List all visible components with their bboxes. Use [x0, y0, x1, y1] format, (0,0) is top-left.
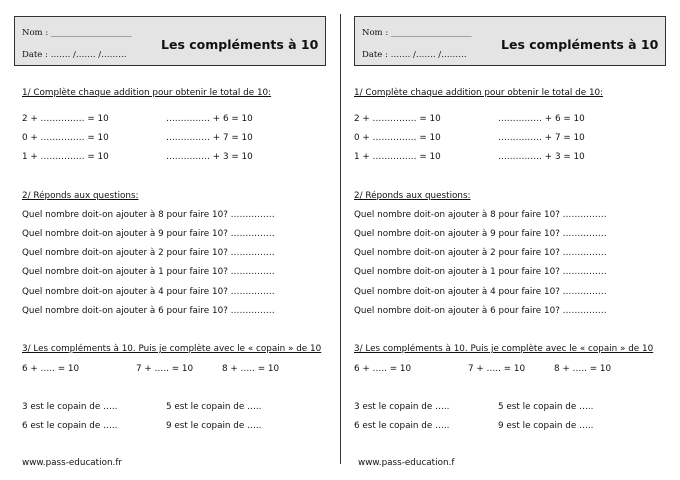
- worksheet-right: [340, 0, 676, 480]
- addition-item: …………… + 3 = 10: [166, 152, 253, 162]
- question-item: Quel nombre doit-on ajouter à 6 pour faire 10? ……………: [354, 306, 607, 316]
- copain-item: 6 est le copain de …..: [354, 421, 450, 431]
- section1-heading: 1/ Complète chaque addition pour obtenir le total de 10:: [354, 88, 604, 98]
- question-item: Quel nombre doit-on ajouter à 6 pour faire 10? ……………: [22, 306, 275, 316]
- addition-item: 2 + …………… = 10: [22, 114, 109, 124]
- page-title: Les compléments à 10: [161, 37, 319, 52]
- copain-item: 3 est le copain de …..: [354, 402, 450, 412]
- date-field-label: Date : ……. /……. /………: [362, 50, 467, 60]
- sum-item: 7 + ….. = 10: [136, 364, 194, 374]
- section3-heading: 3/ Les compléments à 10. Puis je complète avec le « copain » de 10: [354, 344, 654, 354]
- section3-heading: 3/ Les compléments à 10. Puis je complète avec le « copain » de 10: [22, 344, 322, 354]
- question-item: Quel nombre doit-on ajouter à 9 pour faire 10? ……………: [354, 229, 607, 239]
- sum-item: 6 + ….. = 10: [22, 364, 80, 374]
- footer-url: www.pass-education.f: [358, 458, 455, 468]
- addition-item: 1 + …………… = 10: [354, 152, 441, 162]
- sum-item: 8 + ….. = 10: [222, 364, 280, 374]
- addition-item: …………… + 7 = 10: [498, 133, 585, 143]
- date-field-label: Date : ……. /……. /………: [22, 50, 127, 60]
- addition-item: …………… + 3 = 10: [498, 152, 585, 162]
- addition-item: 1 + …………… = 10: [22, 152, 109, 162]
- addition-item: …………… + 6 = 10: [166, 114, 253, 124]
- footer-url: www.pass-education.fr: [22, 458, 123, 468]
- question-item: Quel nombre doit-on ajouter à 2 pour faire 10? ……………: [22, 248, 275, 258]
- addition-item: 2 + …………… = 10: [354, 114, 441, 124]
- question-item: Quel nombre doit-on ajouter à 4 pour faire 10? ……………: [354, 287, 607, 297]
- section2-heading: 2/ Réponds aux questions:: [354, 191, 471, 201]
- question-item: Quel nombre doit-on ajouter à 8 pour faire 10? ……………: [22, 210, 275, 220]
- page-title: Les compléments à 10: [501, 37, 659, 52]
- sum-item: 7 + ….. = 10: [468, 364, 526, 374]
- section1-heading: 1/ Complète chaque addition pour obtenir le total de 10:: [22, 88, 272, 98]
- name-field-label: Nom : ___________________: [22, 28, 132, 38]
- sum-item: 6 + ….. = 10: [354, 364, 412, 374]
- question-item: Quel nombre doit-on ajouter à 2 pour faire 10? ……………: [354, 248, 607, 258]
- copain-item: 9 est le copain de …..: [498, 421, 594, 431]
- copain-item: 3 est le copain de …..: [22, 402, 118, 412]
- addition-item: …………… + 7 = 10: [166, 133, 253, 143]
- copain-item: 5 est le copain de …..: [166, 402, 262, 412]
- question-item: Quel nombre doit-on ajouter à 9 pour faire 10? ……………: [22, 229, 275, 239]
- question-item: Quel nombre doit-on ajouter à 8 pour faire 10? ……………: [354, 210, 607, 220]
- header-box: [354, 16, 666, 66]
- question-item: Quel nombre doit-on ajouter à 1 pour faire 10? ……………: [354, 267, 607, 277]
- copain-item: 5 est le copain de …..: [498, 402, 594, 412]
- name-field-label: Nom : ___________________: [362, 28, 472, 38]
- worksheet-left: [0, 0, 336, 480]
- question-item: Quel nombre doit-on ajouter à 4 pour faire 10? ……………: [22, 287, 275, 297]
- header-box: [14, 16, 326, 66]
- question-item: Quel nombre doit-on ajouter à 1 pour faire 10? ……………: [22, 267, 275, 277]
- addition-item: 0 + …………… = 10: [22, 133, 109, 143]
- section2-heading: 2/ Réponds aux questions:: [22, 191, 139, 201]
- copain-item: 9 est le copain de …..: [166, 421, 262, 431]
- addition-item: …………… + 6 = 10: [498, 114, 585, 124]
- addition-item: 0 + …………… = 10: [354, 133, 441, 143]
- copain-item: 6 est le copain de …..: [22, 421, 118, 431]
- sum-item: 8 + ….. = 10: [554, 364, 612, 374]
